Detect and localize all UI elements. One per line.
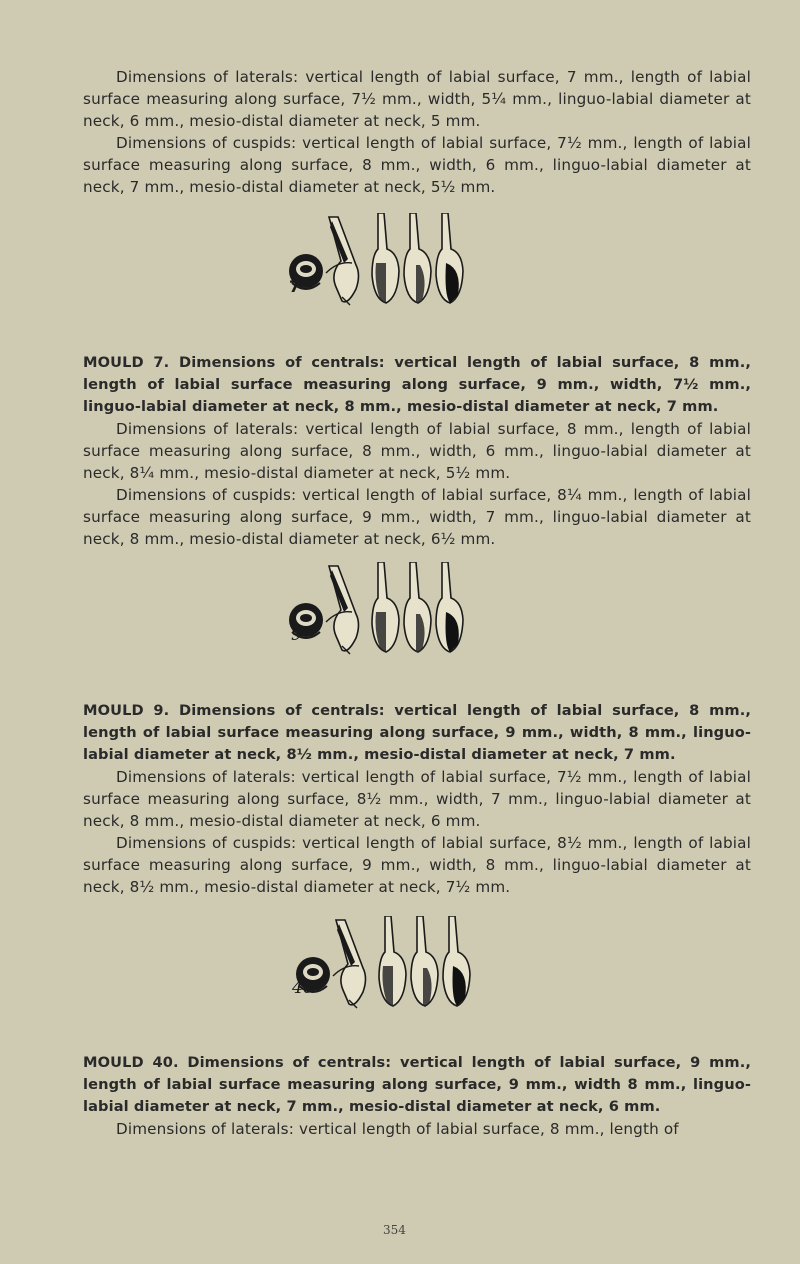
figure-number: 7 (289, 277, 301, 296)
mould-7-teeth-illustration (286, 213, 476, 313)
mould-7-laterals: Dimensions of laterals: vertical length of labial surface, 8 mm., length of labial surface measuring along surface, 8 mm., width, 6 mm., linguo-labial diameter at neck, 8¼ mm., mesio-distal diameter at neck, 5½ mm. (83, 420, 751, 482)
mould-9-laterals: Dimensions of laterals: vertical length of labial surface, 7½ mm., length of labial surface measuring along surface, 8½ mm., width, 7 mm., linguo-labial diameter at neck, 8 mm., mesio-distal diameter at neck, 6 mm. (83, 768, 751, 830)
mould-7-cuspids: Dimensions of cuspids: vertical length of labial surface, 8¼ mm., length of labial surface measuring along surface, 9 mm., width, 7 mm., linguo-labial diameter at neck, 8 mm., mesio-distal diameter at neck, 6½ mm. (83, 486, 751, 548)
page-number: 354 (383, 1223, 406, 1237)
mould-7-figure (83, 269, 751, 357)
cuspids-paragraph: Dimensions of cuspids: vertical length of labial surface, 7½ mm., length of labial surface measuring along surface, 8 mm., width, 6 mm., linguo-labial diameter at neck, 7 mm., mesio-distal diameter at neck, 5½ mm. (83, 134, 751, 196)
laterals-paragraph: Dimensions of laterals: vertical length of labial surface, 7 mm., length of labial surface measuring along surface, 7½ mm., width, 5¼ mm., linguo-labial diameter at neck, 6 mm., mesio-distal diameter at neck, 5 mm. (83, 68, 751, 130)
mould-9-teeth-illustration (286, 562, 476, 662)
mould-9-figure (83, 618, 751, 706)
mould-40-laterals: Dimensions of laterals: vertical length of labial surface, 8 mm., length of (116, 1120, 679, 1138)
mould-40-figure (83, 972, 751, 1060)
mould-40-heading: MOULD 40. Dimensions of centrals: vertical length of labial surface, 9 mm., length of labial surface measuring along surface, 9 mm., width 8 mm., linguo-labial diameter at neck, 7 mm., mesio-distal diameter at neck, 6 mm. (83, 1054, 751, 1115)
mould-9-heading: MOULD 9. Dimensions of centrals: vertical length of labial surface, 8 mm., length of labial surface measuring along surface, 9 mm., width, 8 mm., linguo-labial diameter at neck, 8½ mm., mesio-distal diameter at neck, 7 mm. (83, 702, 751, 763)
page-body (83, 66, 751, 1140)
figure-number: 9 (291, 625, 302, 645)
mould-40-teeth-illustration (293, 916, 483, 1016)
mould-7-heading: MOULD 7. Dimensions of centrals: vertical length of labial surface, 8 mm., length of labial surface measuring along surface, 9 mm., width, 7½ mm., linguo-labial diameter at neck, 8 mm., mesio-distal diameter at neck, 7 mm. (83, 354, 751, 415)
mould-9-cuspids: Dimensions of cuspids: vertical length of labial surface, 8½ mm., length of labial surface measuring along surface, 9 mm., width, 8 mm., linguo-labial diameter at neck, 8½ mm., mesio-distal diameter at neck, 7½ mm. (83, 834, 751, 896)
figure-number: 40 (292, 978, 314, 998)
